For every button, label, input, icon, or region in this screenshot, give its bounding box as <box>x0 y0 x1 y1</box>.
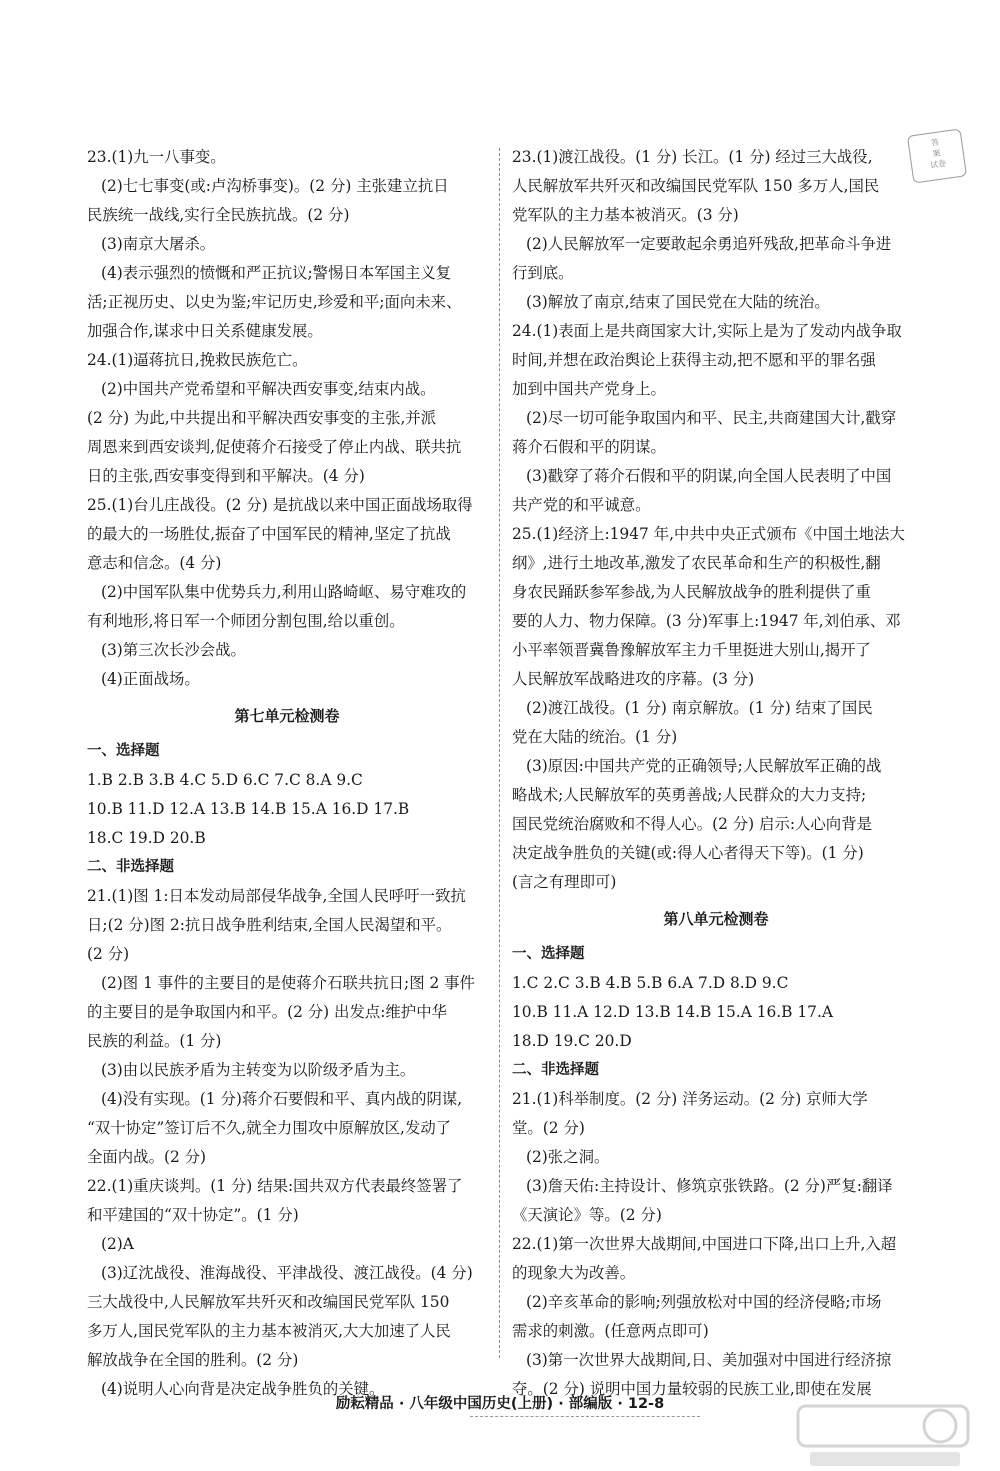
answer-line: (2 分) <box>87 945 130 963</box>
answer-line: 的现象大为改善。 <box>512 1264 636 1282</box>
answer-line: (2)A <box>101 1235 134 1253</box>
answer-line: 有利地形,将日军一个师团分割包围,给以重创。 <box>87 612 405 630</box>
answer-line: 21.(1)科举制度。(2 分) 洋务运动。(2 分) 京师大学 <box>512 1090 868 1108</box>
answer-line: (4)没有实现。(1 分)蒋介石要假和平、真内战的阴谋, <box>101 1090 463 1108</box>
answer-line: (3)由以民族矛盾为主转变为以阶级矛盾为主。 <box>101 1061 416 1079</box>
choice-answers: 1.B 2.B 3.B 4.C 5.D 6.C 7.C 8.A 9.C <box>87 771 363 789</box>
answer-line: 加强合作,谋求中日关系健康发展。 <box>87 322 323 340</box>
answer-line: 夺。(2 分) 说明中国力量较弱的民族工业,即使在发展 <box>512 1380 872 1398</box>
answer-line: 的主要目的是争取国内和平。(2 分) 出发点:维护中华 <box>87 1003 447 1021</box>
answer-line: (4)说明人心向背是决定战争胜负的关键。 <box>101 1380 385 1398</box>
choice-answers: 10.B 11.A 12.D 13.B 14.B 15.A 16.B 17.A <box>512 1003 833 1021</box>
corner-stamp <box>907 128 967 183</box>
choice-answers: 1.C 2.C 3.B 4.B 5.B 6.A 7.D 8.D 9.C <box>512 974 789 992</box>
choice-heading: 一、选择题 <box>512 946 585 962</box>
answer-line: 国民党统治腐败和不得人心。(2 分) 启示:人心向背是 <box>512 815 872 833</box>
answer-line: 堂。(2 分) <box>512 1119 585 1137</box>
answer-line: (3)辽沈战役、淮海战役、平津战役、渡江战役。(4 分) <box>101 1264 473 1282</box>
answer-line: (2)张之洞。 <box>526 1148 610 1166</box>
answer-line: 日;(2 分)图 2:抗日战争胜利结束,全国人民渴望和平。 <box>87 916 452 934</box>
answer-line: 的最大的一场胜仗,振奋了中国军民的精神,坚定了抗战 <box>87 525 451 543</box>
stamp-text-2: 案 <box>932 148 942 159</box>
answer-line: 23.(1)九一八事变。 <box>87 148 226 166</box>
footer-rule <box>470 1416 700 1417</box>
answer-line: 周恩来到西安谈判,促使蒋介石接受了停止内战、联共抗 <box>87 438 462 456</box>
answer-line: 人民解放军战略进攻的序幕。(3 分) <box>512 670 755 688</box>
answer-line: 意志和信念。(4 分) <box>87 554 222 572</box>
answer-line: (3)第一次世界大战期间,日、美加强对中国进行经济掠 <box>526 1351 892 1369</box>
answer-line: (2)图 1 事件的主要目的是使蒋介石联共抗日;图 2 事件 <box>101 974 475 992</box>
answer-line: 纲》,进行土地改革,激发了农民革命和生产的积极性,翻 <box>512 554 881 572</box>
answer-line: 22.(1)重庆谈判。(1 分) 结果:国共双方代表最终签署了 <box>87 1177 463 1195</box>
nonchoice-heading: 二、非选择题 <box>512 1062 599 1078</box>
answer-line: 《天演论》等。(2 分) <box>512 1206 662 1224</box>
answer-line: 全面内战。(2 分) <box>87 1148 207 1166</box>
choice-answers: 10.B 11.D 12.A 13.B 14.B 15.A 16.D 17.B <box>87 800 410 818</box>
answer-line: 决定战争胜负的关键(或:得人心者得天下等)。(1 分) <box>512 844 864 862</box>
answer-line: 活;正视历史、以史为鉴;牢记历史,珍爱和平;面向未来、 <box>87 293 462 311</box>
stamp-text-3: 试卷 <box>929 158 947 170</box>
answer-line: 党军队的主力基本被消灭。(3 分) <box>512 206 739 224</box>
answer-line: (2)七七事变(或:卢沟桥事变)。(2 分) 主张建立抗日 <box>101 177 449 195</box>
answer-line: (言之有理即可) <box>512 873 617 891</box>
answer-line: (2)人民解放军一定要敢起余勇追歼残敌,把革命斗争进 <box>526 235 892 253</box>
answer-line: 22.(1)第一次世界大战期间,中国进口下降,出口上升,入超 <box>512 1235 897 1253</box>
answer-line: 25.(1)经济上:1947 年,中共中央正式颁布《中国土地法大 <box>512 525 905 543</box>
answer-line: 身农民踊跃参军参战,为人民解放战争的胜利提供了重 <box>512 583 871 601</box>
answer-line: 小平率领晋冀鲁豫解放军主力千里挺进大别山,揭开了 <box>512 641 871 659</box>
answer-line: (4)表示强烈的愤慨和严正抗议;警惕日本军国主义复 <box>101 264 452 282</box>
answer-line: (2)渡江战役。(1 分) 南京解放。(1 分) 结束了国民 <box>526 699 873 717</box>
choice-heading: 一、选择题 <box>87 743 160 759</box>
answer-line: 略战术;人民解放军的英勇善战;人民群众的大力支持; <box>512 786 867 804</box>
answer-line: (2)尽一切可能争取国内和平、民主,共商建国大计,戳穿 <box>526 409 897 427</box>
answer-line: 24.(1)表面上是共商国家大计,实际上是为了发动内战争取 <box>512 322 902 340</box>
answer-line: 加到中国共产党身上。 <box>512 380 666 398</box>
answer-line: 24.(1)逼蒋抗日,挽救民族危亡。 <box>87 351 308 369</box>
answer-line: 时间,并想在政治舆论上获得主动,把不愿和平的罪名强 <box>512 351 876 369</box>
answer-line: 共产党的和平诚意。 <box>512 496 651 514</box>
answer-line: 要的人力、物力保障。(3 分)军事上:1947 年,刘伯承、邓 <box>512 612 901 630</box>
answer-line: 党在大陆的统治。(1 分) <box>512 728 678 746</box>
answer-line: 23.(1)渡江战役。(1 分) 长江。(1 分) 经过三大战役, <box>512 148 873 166</box>
answer-line: (2 分) 为此,中共提出和平解决西安事变的主张,并派 <box>87 409 437 427</box>
answer-line: (3)詹天佑:主持设计、修筑京张铁路。(2 分)严复:翻译 <box>526 1177 893 1195</box>
answer-line: (2)中国军队集中优势兵力,利用山路崎岖、易守难攻的 <box>101 583 467 601</box>
page-footer: 励耘精品 · 八年级中国历史(上册) · 部编版 · 12-8 <box>335 1396 665 1412</box>
unit-8-title: 第八单元检测卷 <box>663 910 769 928</box>
answer-line: 行到底。 <box>512 264 574 282</box>
choice-answers: 18.C 19.D 20.B <box>87 829 206 847</box>
answer-line: (3)原因:中国共产党的正确领导;人民解放军正确的战 <box>526 757 882 775</box>
answer-line: (4)正面战场。 <box>101 670 200 688</box>
answer-line: (2)中国共产党希望和平解决西安事变,结束内战。 <box>101 380 436 398</box>
answer-line: (2)辛亥革命的影响;列强放松对中国的经济侵略;市场 <box>526 1293 882 1311</box>
answer-line: (3)南京大屠杀。 <box>101 235 216 253</box>
unit-7-title: 第七单元检测卷 <box>234 707 340 725</box>
choice-answers: 18.D 19.C 20.D <box>512 1032 632 1050</box>
answer-line: (3)第三次长沙会战。 <box>101 641 246 659</box>
answer-line: 日的主张,西安事变得到和平解决。(4 分) <box>87 467 365 485</box>
answer-line: “双十协定”签订后不久,就全力围攻中原解放区,发动了 <box>87 1119 452 1137</box>
answer-line: 蒋介石假和平的阴谋。 <box>512 438 666 456</box>
answer-line: 人民解放军共歼灭和改编国民党军队 150 多万人,国民 <box>512 177 880 195</box>
right-column <box>512 143 920 1404</box>
answer-line: 需求的刺激。(任意两点即可) <box>512 1322 709 1340</box>
answer-line: (3)戳穿了蒋介石假和平的阴谋,向全国人民表明了中国 <box>526 467 892 485</box>
answer-line: 民族的利益。(1 分) <box>87 1032 222 1050</box>
answer-line: 多万人,国民党军队的主力基本被消灭,大大加速了人民 <box>87 1322 451 1340</box>
column-divider <box>499 148 501 1358</box>
answer-line: (3)解放了南京,结束了国民党在大陆的统治。 <box>526 293 830 311</box>
stamp-text-1: 答 <box>930 137 940 148</box>
answer-line: 民族统一战线,实行全民族抗战。(2 分) <box>87 206 350 224</box>
nonchoice-heading: 二、非选择题 <box>87 859 174 875</box>
left-column <box>87 143 487 1404</box>
watermark-logo <box>790 1400 980 1470</box>
answer-line: 25.(1)台儿庄战役。(2 分) 是抗战以来中国正面战场取得 <box>87 496 473 514</box>
answer-line: 21.(1)图 1:日本发动局部侵华战争,全国人民呼吁一致抗 <box>87 887 466 905</box>
answer-line: 和平建国的“双十协定”。(1 分) <box>87 1206 299 1224</box>
answer-line: 解放战争在全国的胜利。(2 分) <box>87 1351 299 1369</box>
answer-line: 三大战役中,人民解放军共歼灭和改编国民党军队 150 <box>87 1293 450 1311</box>
